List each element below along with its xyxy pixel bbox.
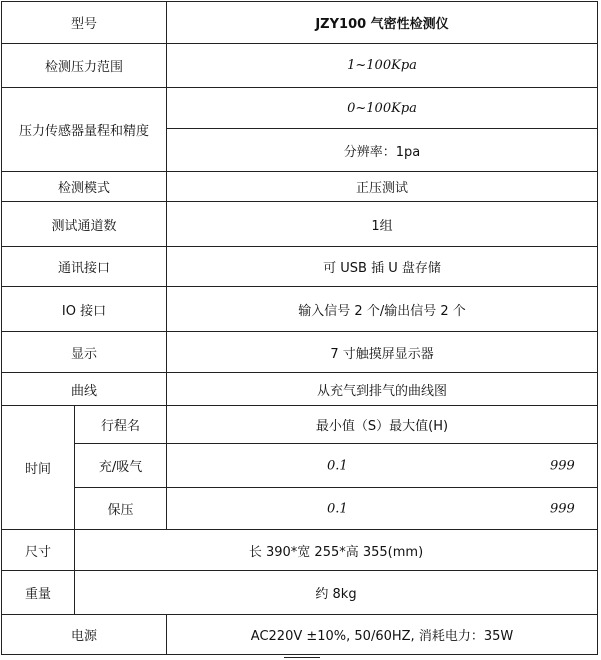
hold-values [167,488,598,530]
sensor-range-value: 0~100Kpa [167,88,598,129]
inflate-min: 0.1 [327,458,348,473]
channels-value: 1组 [167,202,598,247]
table-row [2,406,598,444]
inflate-label: 充/吸气 [75,444,167,488]
time-label: 时间 [2,406,75,530]
table-row [2,488,598,530]
size-label: 尺寸 [2,530,75,571]
range-label: 检测压力范围 [2,44,167,88]
curve-label: 曲线 [2,373,167,406]
channels-label: 测试通道数 [2,202,167,247]
hold-min: 0.1 [327,501,348,516]
table-row [2,530,598,571]
mode-value: 正压测试 [167,172,598,202]
inflate-max: 999 [550,458,575,473]
table-row [2,88,598,129]
hold-label: 保压 [75,488,167,530]
table-row [2,44,598,88]
sensor-resolution-value: 分辨率：1pa [167,129,598,172]
power-label: 电源 [2,615,167,655]
mode-label: 检测模式 [2,172,167,202]
table-row [2,373,598,406]
display-value: 7 寸触摸屏显示器 [167,332,598,373]
io-label: IO 接口 [2,287,167,332]
io-value: 输入信号 2 个/输出信号 2 个 [167,287,598,332]
size-value: 长 390*宽 255*高 355(mm) [75,530,598,571]
power-value: AC220V ±10%, 50/60HZ, 消耗电力：35W [167,615,598,655]
table-row [2,571,598,615]
inflate-values [167,444,598,488]
table-row [2,444,598,488]
model-label: 型号 [2,2,167,44]
table-row [2,287,598,332]
time-header-label: 行程名 [75,406,167,444]
hold-max: 999 [550,501,575,516]
table-row [2,332,598,373]
range-value: 1~100Kpa [167,44,598,88]
model-value: JZY100 气密性检测仪 [167,2,598,44]
curve-value: 从充气到排气的曲线图 [167,373,598,406]
weight-value: 约 8kg [75,571,598,615]
sensor-label: 压力传感器量程和精度 [2,88,167,172]
comm-label: 通讯接口 [2,247,167,287]
table-row [2,202,598,247]
table-row [2,172,598,202]
table-row [2,2,598,44]
weight-label: 重量 [2,571,75,615]
spec-table [1,1,598,655]
table-row [2,247,598,287]
bottom-divider [284,657,320,658]
time-header-value: 最小值（S）最大值(H) [167,406,598,444]
table-row [2,615,598,655]
display-label: 显示 [2,332,167,373]
comm-value: 可 USB 插 U 盘存储 [167,247,598,287]
